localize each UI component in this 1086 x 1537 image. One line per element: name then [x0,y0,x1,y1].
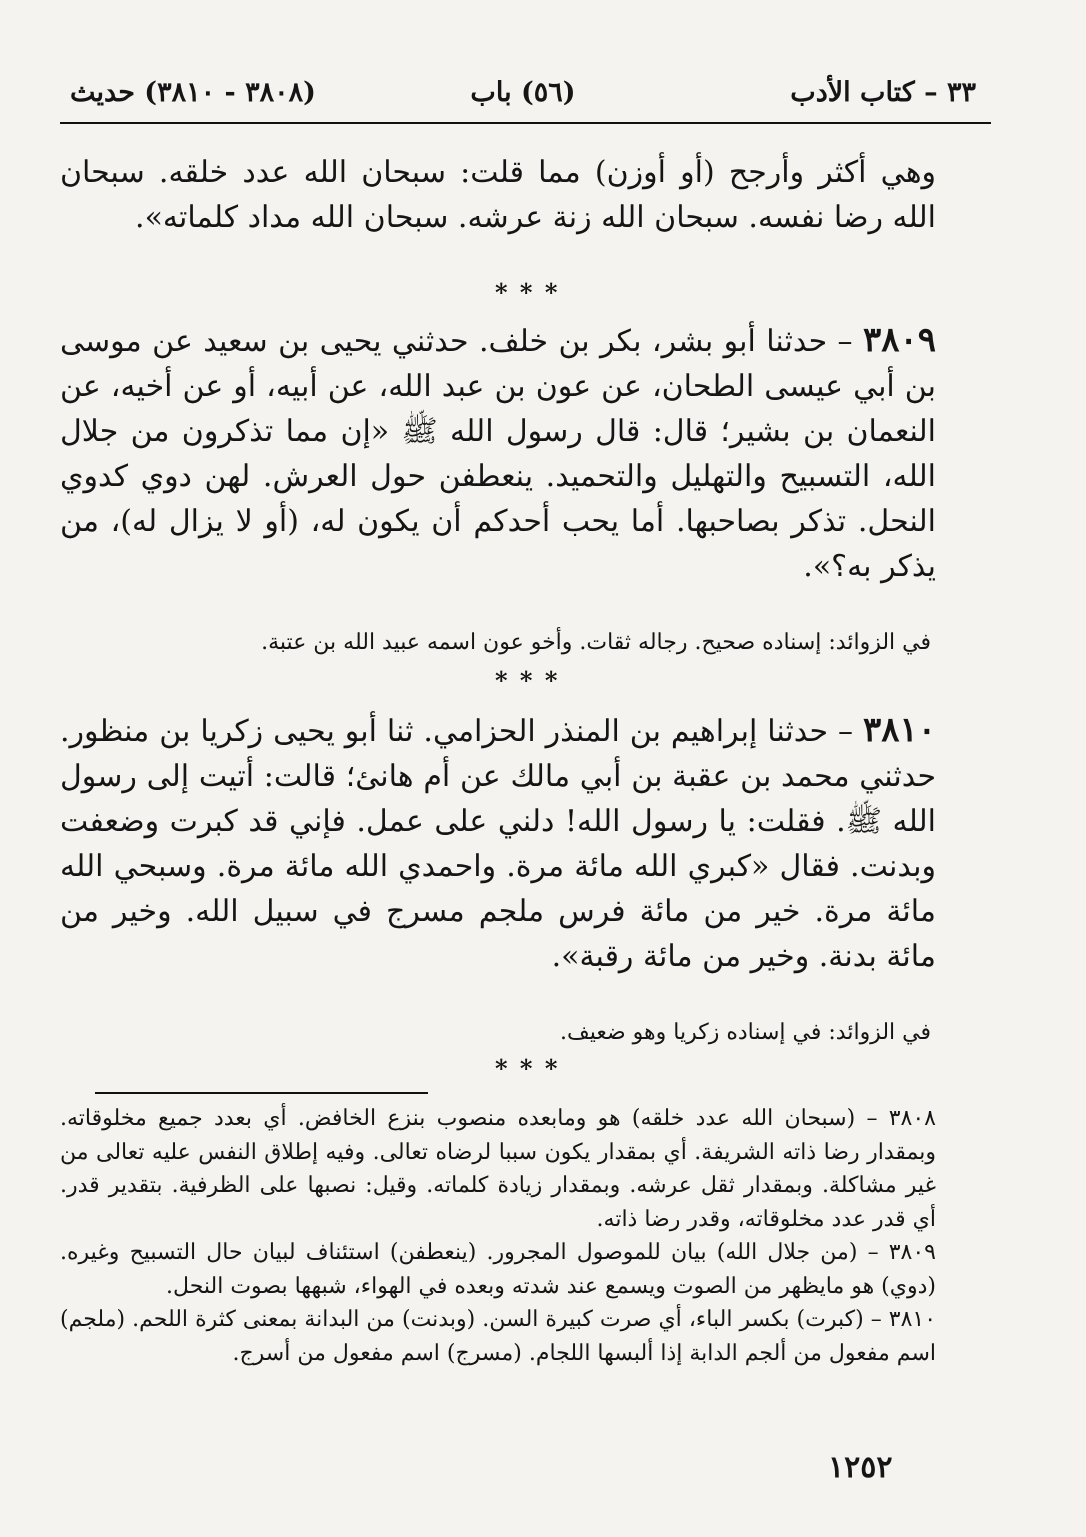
section-separator: * * * [495,278,560,307]
header-chapter: (٥٦) باب [470,76,576,108]
hadith-number: ٣٨١٠ [862,710,936,750]
page-number: ١٢٥٢ [828,1450,893,1485]
section-separator: * * * [495,666,560,695]
footnotes [60,1102,936,1370]
zawaid-note-3810: في الزوائد: في إسناده زكريا وهو ضعيف. [559,1020,931,1045]
zawaid-note-3809: في الزوائد: إسناده صحيح. رجاله ثقات. وأخو عون اسمه عبيد الله بن عتبة. [261,630,931,655]
footnote-3809: ٣٨٠٩ – (من جلال الله) بيان للموصول المجرور. (ينعطفن) استئناف لبيان حال التسبيح وغيره. (دوي) هو مايظهر من الصوت ويسمع عند شدته وبعده في الهواء، شبهها بصوت النحل. [60,1240,936,1299]
footnote-3808: ٣٨٠٨ – (سبحان الله عدد خلقه) هو ومابعده منصوب بنزع الخافض. أي بعدد جميع مخلوقاته. وبمقدار رضا ذاته الشريفة. أي بمقدار يكون سببا لرضاه تعالى. وفيه إطلاق النفس عليه تعالى من غير مشاكلة. وبمقدار ثقل عرشه. وبمقدار زيادة كلماته. وقيل: نصبها على الظرفية. بتقدير قدر. أي قدر عدد مخلوقاته، وقدر رضا ذاته. [60,1106,936,1232]
hadith-3809 [60,318,936,589]
hadith-text: – حدثنا إبراهيم بن المنذر الحزامي. ثنا أبو يحيى زكريا بن منظور. حدثني محمد بن عقبة بن أبي مالك عن أم هانئ؛ قالت: أتيت إلى رسول الله ﷺ. فقلت: يا رسول الله! دلني على عمل. فإني قد كبرت وضعفت وبدنت. فقال «كبري الله مائة مرة. واحمدي الله مائة مرة. وسبحي الله مائة مرة. خير من مائة فرس ملجم مسرج في سبيل الله. وخير من مائة بدنة. وخير من مائة رقبة». [60,714,936,974]
passage-3808-tail: وهي أكثر وأرجح (أو أوزن) مما قلت: سبحان الله عدد خلقه. سبحان الله رضا نفسه. سبحان الله زنة عرشه. سبحان الله مداد كلماته». [60,155,936,235]
hadith-number: ٣٨٠٩ [862,320,936,360]
header-book-title: ٣٣ – كتاب الأدب [790,76,976,108]
hadith-text: – حدثنا أبو بشر، بكر بن خلف. حدثني يحيى بن سعيد عن موسى بن أبي عيسى الطحان، عن عون بن عبد الله، عن أبيه، أو عن أخيه، عن النعمان بن بشير؛ قال: قال رسول الله ﷺ «إن مما تذكرون من جلال الله، التسبيح والتهليل والتحميد. ينعطفن حول العرش. لهن دوي كدوي النحل. تذكر بصاحبها. أما يحب أحدكم أن يكون له، (أو لا يزال له)، من يذكر به؟». [60,324,936,584]
section-separator: * * * [495,1054,560,1083]
hadith-3810 [60,708,936,979]
footnote-rule [95,1092,428,1094]
footnote-3810: ٣٨١٠ – (كبرت) بكسر الباء، أي صرت كبيرة السن. (وبدنت) من البدانة بمعنى كثرة اللحم. (ملجم) اسم مفعول من ألجم الدابة إذا ألبسها اللجام. (مسرج) اسم مفعول من أسرج. [60,1307,937,1366]
running-header [70,66,976,118]
header-hadith-range: (٣٨٠٨ - ٣٨١٠) حديث [70,76,316,108]
header-rule [60,122,991,124]
